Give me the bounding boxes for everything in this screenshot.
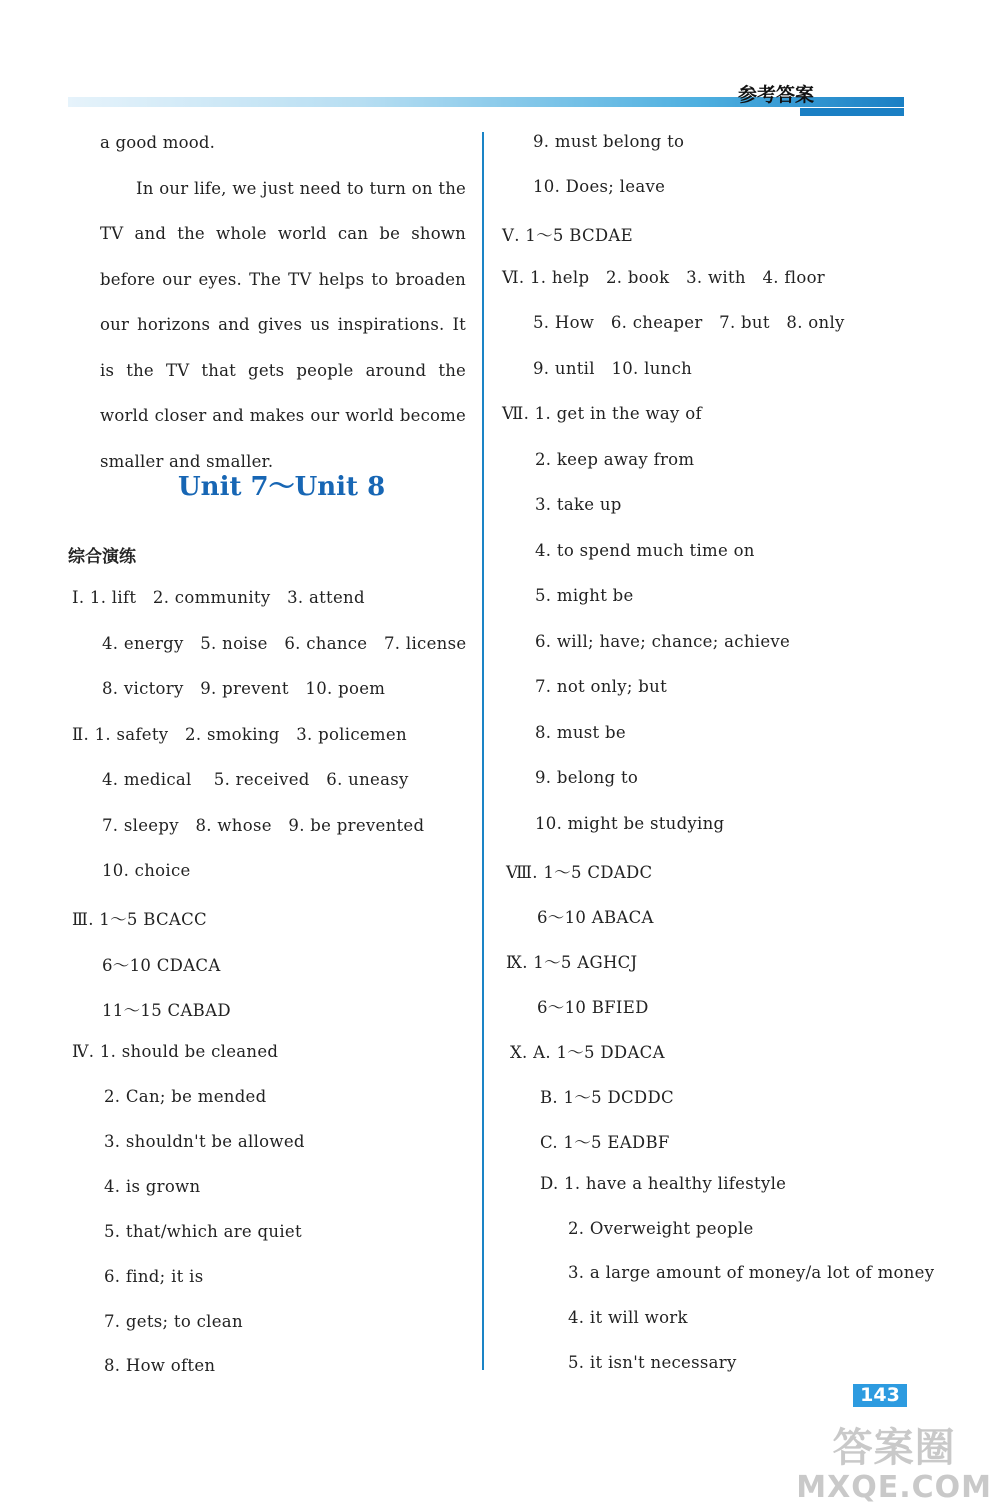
answer-line: 4. is grown <box>104 1177 201 1196</box>
answer-line: 8. How often <box>104 1356 216 1375</box>
answer-line: 4. medical 5. received 6. uneasy <box>102 770 409 789</box>
section-title: 综合演练 <box>68 547 136 567</box>
answer-line: 3. shouldn't be allowed <box>104 1132 305 1151</box>
answer-line: 4. to spend much time on <box>535 541 755 560</box>
answer-line: 3. a large amount of money/a lot of money <box>568 1263 935 1282</box>
answer-line: 9. must belong to <box>533 132 685 151</box>
answer-line: Ⅰ. 1. lift 2. community 3. attend <box>72 588 365 607</box>
answer-line: 6. find; it is <box>104 1267 204 1286</box>
watermark-bottom: MXQE.COM <box>796 1470 992 1505</box>
answer-line: 2. Overweight people <box>568 1219 754 1238</box>
essay-line-0: a good mood. <box>100 133 216 152</box>
answer-line: 7. gets; to clean <box>104 1312 243 1331</box>
answer-line: Ⅲ. 1～5 BCACC <box>72 910 207 929</box>
answer-line: Ⅳ. 1. should be cleaned <box>72 1042 279 1061</box>
answer-line: 4. it will work <box>568 1308 688 1327</box>
page-number: 143 <box>853 1384 907 1407</box>
answer-line: 2. keep away from <box>535 450 695 469</box>
answer-line: Ⅶ. 1. get in the way of <box>502 404 702 423</box>
answer-line: 5. How 6. cheaper 7. but 8. only <box>533 313 845 332</box>
answer-line: Ⅵ. 1. help 2. book 3. with 4. floor <box>502 268 825 287</box>
watermark-logo <box>796 1426 992 1505</box>
header-band-accent <box>800 108 904 116</box>
answer-line: 6～10 CDACA <box>102 956 221 975</box>
answer-line: 10. might be studying <box>535 814 725 833</box>
answer-line: 4. energy 5. noise 6. chance 7. license <box>102 634 467 653</box>
column-divider <box>482 132 484 1370</box>
answer-line: 7. not only; but <box>535 677 668 696</box>
answer-line: 6～10 BFIED <box>537 998 649 1017</box>
answer-line: 7. sleepy 8. whose 9. be prevented <box>102 816 425 835</box>
answer-line: D. 1. have a healthy lifestyle <box>540 1174 787 1193</box>
unit-title: Unit 7～Unit 8 <box>178 472 386 502</box>
answer-line: Ⅹ. A. 1～5 DDACA <box>510 1043 665 1062</box>
answer-line: Ⅱ. 1. safety 2. smoking 3. policemen <box>72 725 407 744</box>
answer-line: 9. belong to <box>535 768 639 787</box>
answer-line: 5. it isn't necessary <box>568 1353 737 1372</box>
answer-line: 3. take up <box>535 495 622 514</box>
answer-line: 6. will; have; chance; achieve <box>535 632 791 651</box>
answer-line: Ⅷ. 1～5 CDADC <box>506 863 653 882</box>
answer-line: C. 1～5 EADBF <box>540 1133 670 1152</box>
answer-line: 6～10 ABACA <box>537 908 654 927</box>
answer-line: 11～15 CABAD <box>102 1001 231 1020</box>
answer-line: 10. choice <box>102 861 191 880</box>
answer-line: 5. that/which are quiet <box>104 1222 302 1241</box>
answer-line: B. 1～5 DCDDC <box>540 1088 674 1107</box>
essay-text: In our life, we just need to turn on the TV and the whole world can be shown before our eyes. The TV helps to broaden our horizons and gives us inspirations. It is the TV that gets people around the world closer and makes our world become smaller and smaller. <box>100 178 466 471</box>
answer-line: Ⅸ. 1～5 AGHCJ <box>506 953 638 972</box>
header-title: 参考答案 <box>738 84 815 106</box>
answer-line: 2. Can; be mended <box>104 1087 267 1106</box>
watermark-top: 答案圈 <box>832 1425 956 1471</box>
answer-line: 10. Does; leave <box>533 177 666 196</box>
essay-paragraph <box>100 120 466 484</box>
answer-line: 8. victory 9. prevent 10. poem <box>102 679 386 698</box>
answer-line: 5. might be <box>535 586 634 605</box>
answer-line: 8. must be <box>535 723 626 742</box>
answer-line: 9. until 10. lunch <box>533 359 693 378</box>
answer-line: Ⅴ. 1～5 BCDAE <box>502 226 633 245</box>
